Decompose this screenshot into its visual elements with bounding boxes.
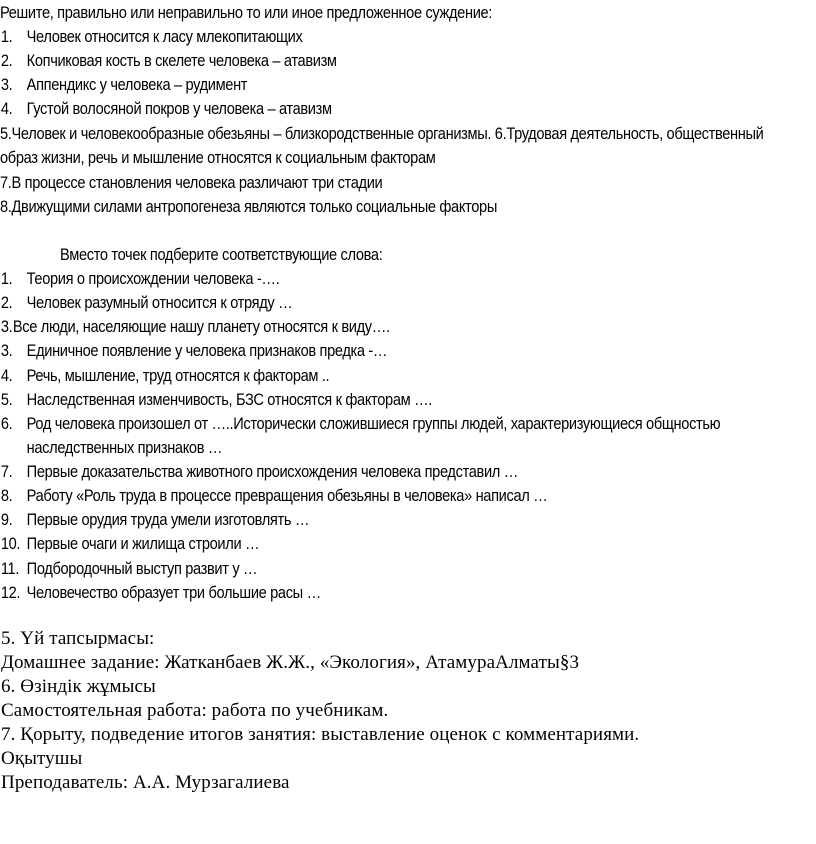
item-text: Человек разумный относится к отряду … [26,293,293,312]
item-text: Единичное появление у человека признаков предка -… [26,341,388,360]
item-number: 4. [0,99,13,118]
item-number: 1. [0,269,13,288]
teacher-name: Преподаватель: А.А. Мурзагалиева [1,772,290,793]
item-number: 1. [0,27,13,46]
item-number: 5. [0,390,13,409]
item-number: 11. [0,559,20,578]
item-number: 12. [0,583,21,602]
item-number: 10. [0,534,21,553]
item-text: Наследственная изменчивость, БЗС относятся к факторам …. [26,390,433,409]
homework-heading-kz: 5. Үй тапсырмасы: [1,628,155,649]
statement-8: 8.Движущими силами антропогенеза являются только социальные факторы [0,197,497,216]
item-text: наследственных признаков … [26,438,223,457]
item-text: Подбородочный выступ развит у … [26,559,258,578]
item-number: 2. [0,51,13,70]
item-text: Первые очаги и жилища строили … [26,534,260,553]
summary-text: 7. Қорыту, подведение итогов занятия: выставление оценок с комментариями. [1,724,640,745]
item-number: 3. [0,341,13,360]
item-number: 2. [0,293,13,312]
teacher-label-kz: Оқытушы [1,748,83,769]
item-number: 9. [0,510,13,529]
item-text: Копчиковая кость в скелете человека – атавизм [26,51,337,70]
item-text: Густой волосяной покров у человека – атавизм [26,99,332,118]
item-text: Работу «Роль труда в процессе превращения обезьяны в человека» написал … [26,486,548,505]
item-text: Первые доказательства животного происхождения человека представил … [26,462,518,481]
item-number: 3. [0,317,13,336]
section-b-heading: Вместо точек подберите соответствующие слова: [60,245,383,264]
item-text: Первые орудия труда умели изготовлять … [26,510,310,529]
statement-6-continued: образ жизни, речь и мышление относятся к социальным факторам [0,148,436,167]
item-number: 7. [0,462,13,481]
item-text: Род человека произошел от …..Исторически сложившиеся группы людей, характеризующиеся общностью [26,414,721,433]
item-text: Человек относится к ласу млекопитающих [26,27,303,46]
independent-work-heading-kz: 6. Өзіндік жұмысы [1,676,156,697]
item-text: Аппендикс у человека – рудимент [26,75,248,94]
statement-5-6: 5.Человек и человекообразные обезьяны – близкородственные организмы. 6.Трудовая деятельность, общественный [0,124,764,143]
item-text: Речь, мышление, труд относятся к факторам .. [26,366,330,385]
independent-work-text: Самостоятельная работа: работа по учебникам. [1,700,389,721]
statement-7: 7.В процессе становления человека различают три стадии [0,173,383,192]
item-number: 6. [0,414,13,433]
item-number: 8. [0,486,13,505]
homework-text: Домашнее задание: Жатканбаев Ж.Ж., «Экология», АтамураАлматы§3 [1,652,580,673]
item-number: 4. [0,366,13,385]
item-text: Все люди, населяющие нашу планету относятся к виду…. [12,317,390,336]
item-number: 3. [0,75,13,94]
item-text: Теория о происхождении человека -…. [26,269,280,288]
section-a-heading: Решите, правильно или неправильно то или иное предложенное суждение: [0,3,493,22]
item-text: Человечество образует три большие расы … [26,583,321,602]
